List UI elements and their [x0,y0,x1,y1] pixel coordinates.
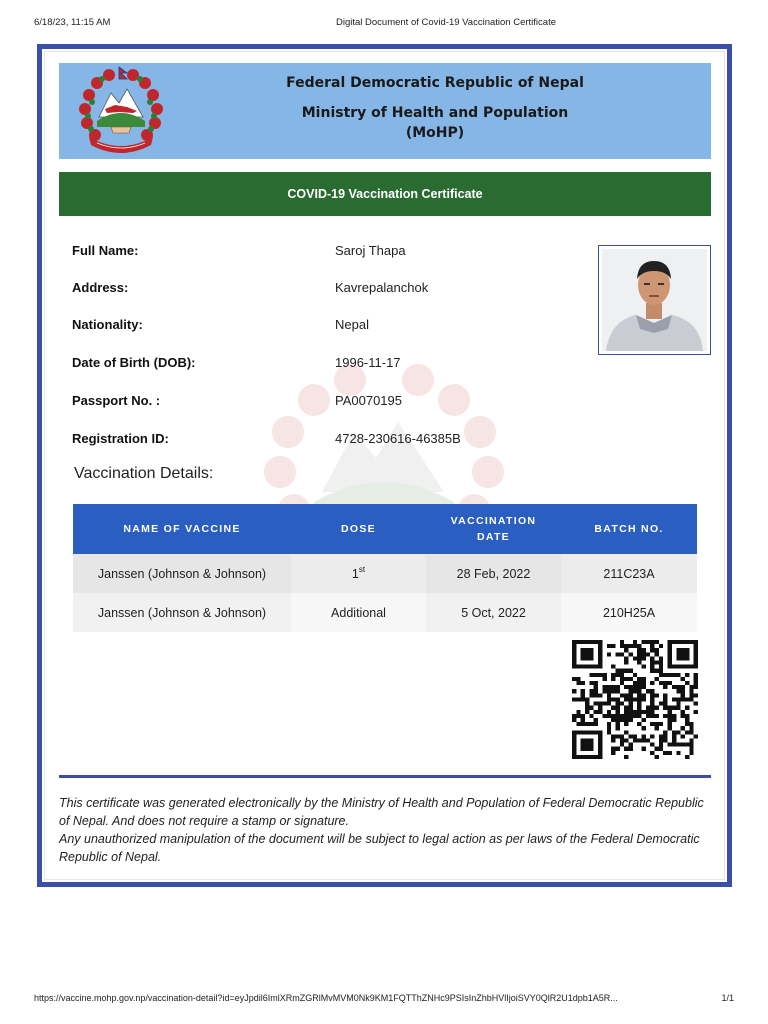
dob-value: 1996-11-17 [335,355,401,370]
table-row [73,593,697,632]
nationality-value: Nepal [335,317,369,332]
dose-value: Additional [331,606,386,621]
government-banner [59,63,711,159]
vaccination-table [73,504,697,632]
column-header-dose: DOSE [291,504,426,554]
table-header-row [73,504,697,554]
passport-value: PA0070195 [335,393,402,408]
nepal-emblem-icon [75,65,167,157]
dose-cell [291,554,426,593]
vaccine-name-cell: Janssen (Johnson & Johnson) [73,554,291,593]
government-heading [179,75,691,141]
dob-label: Date of Birth (DOB): [72,355,196,370]
address-value: Kavrepalanchok [335,280,429,295]
certificate-title-bar [59,172,711,216]
divider [59,775,711,778]
disclaimer-electronic-generation: This certificate was generated electronically by the Ministry of Health and Population of Federal Democratic Republic of Nepal. And does not require a stamp or signature. [59,796,704,828]
ministry-abbreviation: (MoHP) [405,125,465,141]
print-footer [0,993,768,1007]
vaccine-name-cell: Janssen (Johnson & Johnson) [73,593,291,632]
batch-no-cell: 210H25A [561,593,697,632]
vaccination-date-cell: 28 Feb, 2022 [426,554,561,593]
print-document-title: Digital Document of Covid-19 Vaccination Certificate [335,17,556,28]
nationality-label: Nationality: [72,317,143,332]
print-url: https://vaccine.mohp.gov.np/vaccination-detail?id=eyJpdil6ImlXRmZGRlMvMVM0Nk9KM1FQTThZNHc9PSIsInZhbHVlIjoiSVY0QlR2U1dpb1A5R... [34,993,618,1003]
full-name-value: Saroj Thapa [335,243,406,258]
vaccination-details-title: Vaccination Details: [74,465,214,482]
address-label: Address: [72,280,129,295]
vaccination-date-cell: 5 Oct, 2022 [426,593,561,632]
column-header-vaccination-date: VACCINATION DATE [426,504,561,554]
dose-cell [291,593,426,632]
dose-value: 1 [351,567,359,582]
print-header [0,17,768,31]
print-datetime: 6/18/23, 11:15 AM [34,17,111,28]
ministry-name: Ministry of Health and Population [301,105,569,121]
batch-no-cell: 211C23A [561,554,697,593]
qr-code-icon [572,640,698,759]
full-name-label: Full Name: [72,243,139,258]
person-photo-icon [602,249,707,351]
registration-id-label: Registration ID: [72,431,169,446]
disclaimer [59,794,711,866]
print-page-number: 1/1 [721,993,734,1003]
country-name: Federal Democratic Republic of Nepal [286,75,584,91]
column-header-batch-no: BATCH NO. [561,504,697,554]
registration-id-value: 4728-230616-46385B [335,431,461,446]
holder-photo [598,245,711,355]
disclaimer-legal-warning: Any unauthorized manipulation of the document will be subject to legal action as per laws of the Federal Democratic Republic of Nepal. [59,832,700,864]
table-row [73,554,697,593]
passport-label: Passport No. : [72,393,161,408]
dose-ordinal-suffix: st [358,564,366,574]
certificate-title: COVID-19 Vaccination Certificate [287,187,483,201]
column-header-vaccine-name: NAME OF VACCINE [73,504,291,554]
